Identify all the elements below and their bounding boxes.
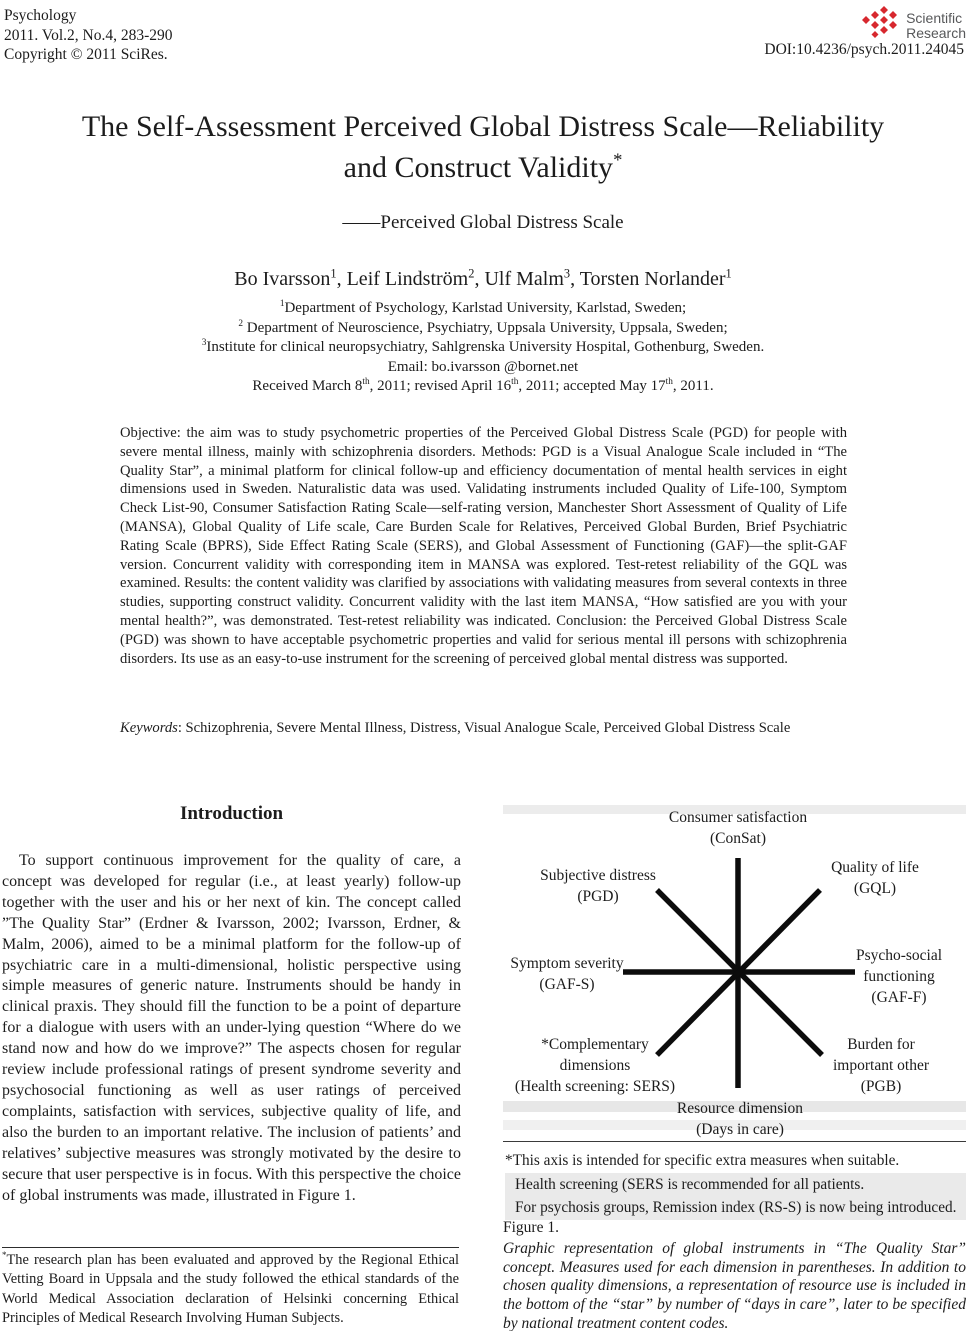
affiliation: $^2$ Department of Neuroscience, Psychiatry, Uppsala University, Uppsala, Sweden; (238, 318, 728, 336)
footnote-marker: * (2, 1250, 7, 1261)
scirp-logo-icon (862, 5, 902, 46)
publisher-name-line1: Scientific (906, 9, 963, 26)
figure-1-diagram (503, 805, 966, 1140)
author-list (0, 268, 966, 291)
article-subtitle: ——Perceived Global Distress Scale (342, 212, 624, 233)
axis-label-consumer-satisfaction: Consumer satisfaction (ConSat) (668, 809, 808, 847)
axis-label-quality-of-life: Quality of life (GQL) (831, 859, 919, 897)
figure-note: For psychosis groups, Remission index (RS-S) is now being introduced. (505, 1196, 966, 1220)
figure-divider (503, 1141, 966, 1142)
axis-label-resource-dimension: Resource dimension (Days in care) (676, 1100, 804, 1138)
section-heading-introduction: Introduction (179, 803, 284, 824)
journal-copyright: Copyright © 2011 SciRes. (4, 46, 168, 63)
doi-text: DOI:10.4236/psych.2011.24045 (764, 41, 964, 58)
page-footnote (2, 1247, 459, 1328)
axis-label-burden-important-other: Burden for important other (PGB) (833, 1036, 929, 1095)
figure-notes (505, 1149, 966, 1220)
axis-label-psycho-social-functioning: Psycho-social functioning (GAF-F) (855, 947, 943, 1006)
article-title-line1: The Self-Assessment Perceived Global Distress Scale—Reliability (81, 110, 885, 143)
keywords-label: Keywords (120, 720, 178, 736)
journal-issue: 2011. Vol.2, No.4, 283-290 (4, 26, 173, 44)
author: Ulf Malm$^3$, (484, 266, 580, 290)
axis-label-complementary-dimensions: *Complementary dimensions (Health screening: SERS) (514, 1036, 676, 1095)
publisher-name (906, 11, 966, 41)
axis-label-subjective-distress: Subjective distress (PGD) (540, 867, 656, 905)
right-column (503, 805, 966, 1331)
figure-caption-label: Figure 1. (503, 1219, 559, 1236)
journal-header (4, 6, 173, 65)
affiliations-block (0, 299, 966, 397)
author: Bo Ivarsson$^1$, (234, 266, 347, 290)
publisher-name-line2: Research (906, 24, 966, 41)
left-column (2, 803, 461, 1326)
email-line: Email: bo.ivarsson @bornet.net (387, 358, 579, 375)
affiliation: $^1$Department of Psychology, Karlstad University, Karlstad, Sweden; (279, 299, 687, 316)
author: Leif Lindström$^2$, (346, 266, 485, 290)
received-line: Received March 8th, 2011; revised April 16th, 2011; accepted May 17th, 2011. (252, 377, 714, 394)
article-title-line2: and Construct Validity* (343, 150, 623, 184)
axis-label-symptom-severity: Symptom severity (GAF-S) (510, 955, 624, 993)
keywords-values: : Schizophrenia, Severe Mental Illness, Distress, Visual Analogue Scale, Perceived Global Distress Scale (177, 720, 791, 736)
publisher-block (862, 5, 966, 46)
introduction-paragraph: To support continuous improvement for the quality of care, a concept was developed for regular (i.e., at least yearly) follow-up together with the user and his or her next of kin. The concept called ”The Quality Star” (Erdner & Ivarsson, 2002; Ivarsson, Erdner, & Malm, 2006), aimed to be a minimal platform for the follow-up of psychiatric care in a multi-dimensional, holistic perspective using simple measures of generic nature. Instruments should be handy in clinical praxis. They should fill the function to be a point of departure for a dialogue with users with an under-lying question “Where do we stand now and how do we improve?” The aspects chosen for regular review include professional ratings of present syndrome severity and psychosocial functioning as well as user ratings of perceived complaints, satisfaction with services, subjective quality of life, and also the burden to an important relative. The inclusion of patients’ and relatives’ subjective measures was strongly motivated by the desire to secure that user perspective is in focus. With this perspective the choice of global instruments was made, illustrated in Figure 1. (2, 852, 461, 1204)
figure-note: *This axis is intended for specific extra measures when suitable. (505, 1152, 900, 1169)
abstract-text: Objective: the aim was to study psychometric properties of the Perceived Global Distress Scale (PGD) for people with severe mental illness, mainly with schizophrenia disorders. Methods: PGD is a Visual Analogue Scale included in “The Quality Star”, a minimal platform for clinical follow-up and efficiency documentation of mental health services in eight dimensions used in Sweden. Naturalistic data was used. Validating instruments included Quality of Life-100, Symptom Check List-90, Consumer Satisfaction Rating Scale—self-rating version, Manchester Short Assessment of Quality of Life (MANSA), Global Quality of Life scale, Care Burden Scale for Relatives, Perceived Global Burden, Brief Psychiatric Rating Scale (BPRS), Side Effect Rating Scale (SERS), and Global Assessment of Functioning (GAF)—the split-GAF version. Concurrent validity with corresponding item in MANSA was explored. Test-retest reliability of the GQL was examined. Results: the content validity was clarified by associations with validating measures from several contexts in three studies, supporting construct validity. Concurrent validity with the last item MANSA, “How satisfied are you with your mental health?”, was demonstrated. Test-retest reliability was indicated. Conclusion: the Perceived Global Distress Scale (PGD) was shown to have acceptable psychometric properties and valid for serious mental ill persons with schizophrenia disorders. Its use as an easy-to-use instrument for the screening of perceived global mental distress was supported. (120, 425, 847, 667)
figure-note: Health screening (SERS is recommended for all patients. (505, 1173, 966, 1197)
footnote-text: The research plan has been evaluated and approved by the Regional Ethical Vetting Board in Uppsala and the study followed the ethical standards of the World Medical Association declaration of Helsinki concerning Ethical Principles of Medical Research Involving Human Subjects. (2, 1252, 459, 1326)
author: Torsten Norlander$^1$ (579, 266, 732, 290)
figure-caption-text: Graphic representation of global instruments in “The Quality Star” concept. Measures used for each dimension in parentheses. In addition to chosen quality dimensions, a representation of resource use is included in the bottom of the “star” by number of “days in care”, later to be specified by national treatment content codes. (503, 1240, 966, 1331)
article-title (0, 106, 966, 188)
keywords-line (120, 719, 899, 738)
affiliation: $^3$Institute for clinical neuropsychiatry, Sahlgrenska University Hospital, Gothenburg, Sweden. (201, 338, 765, 355)
title-footnote-marker: * (613, 150, 623, 171)
journal-name: Psychology (4, 7, 77, 24)
